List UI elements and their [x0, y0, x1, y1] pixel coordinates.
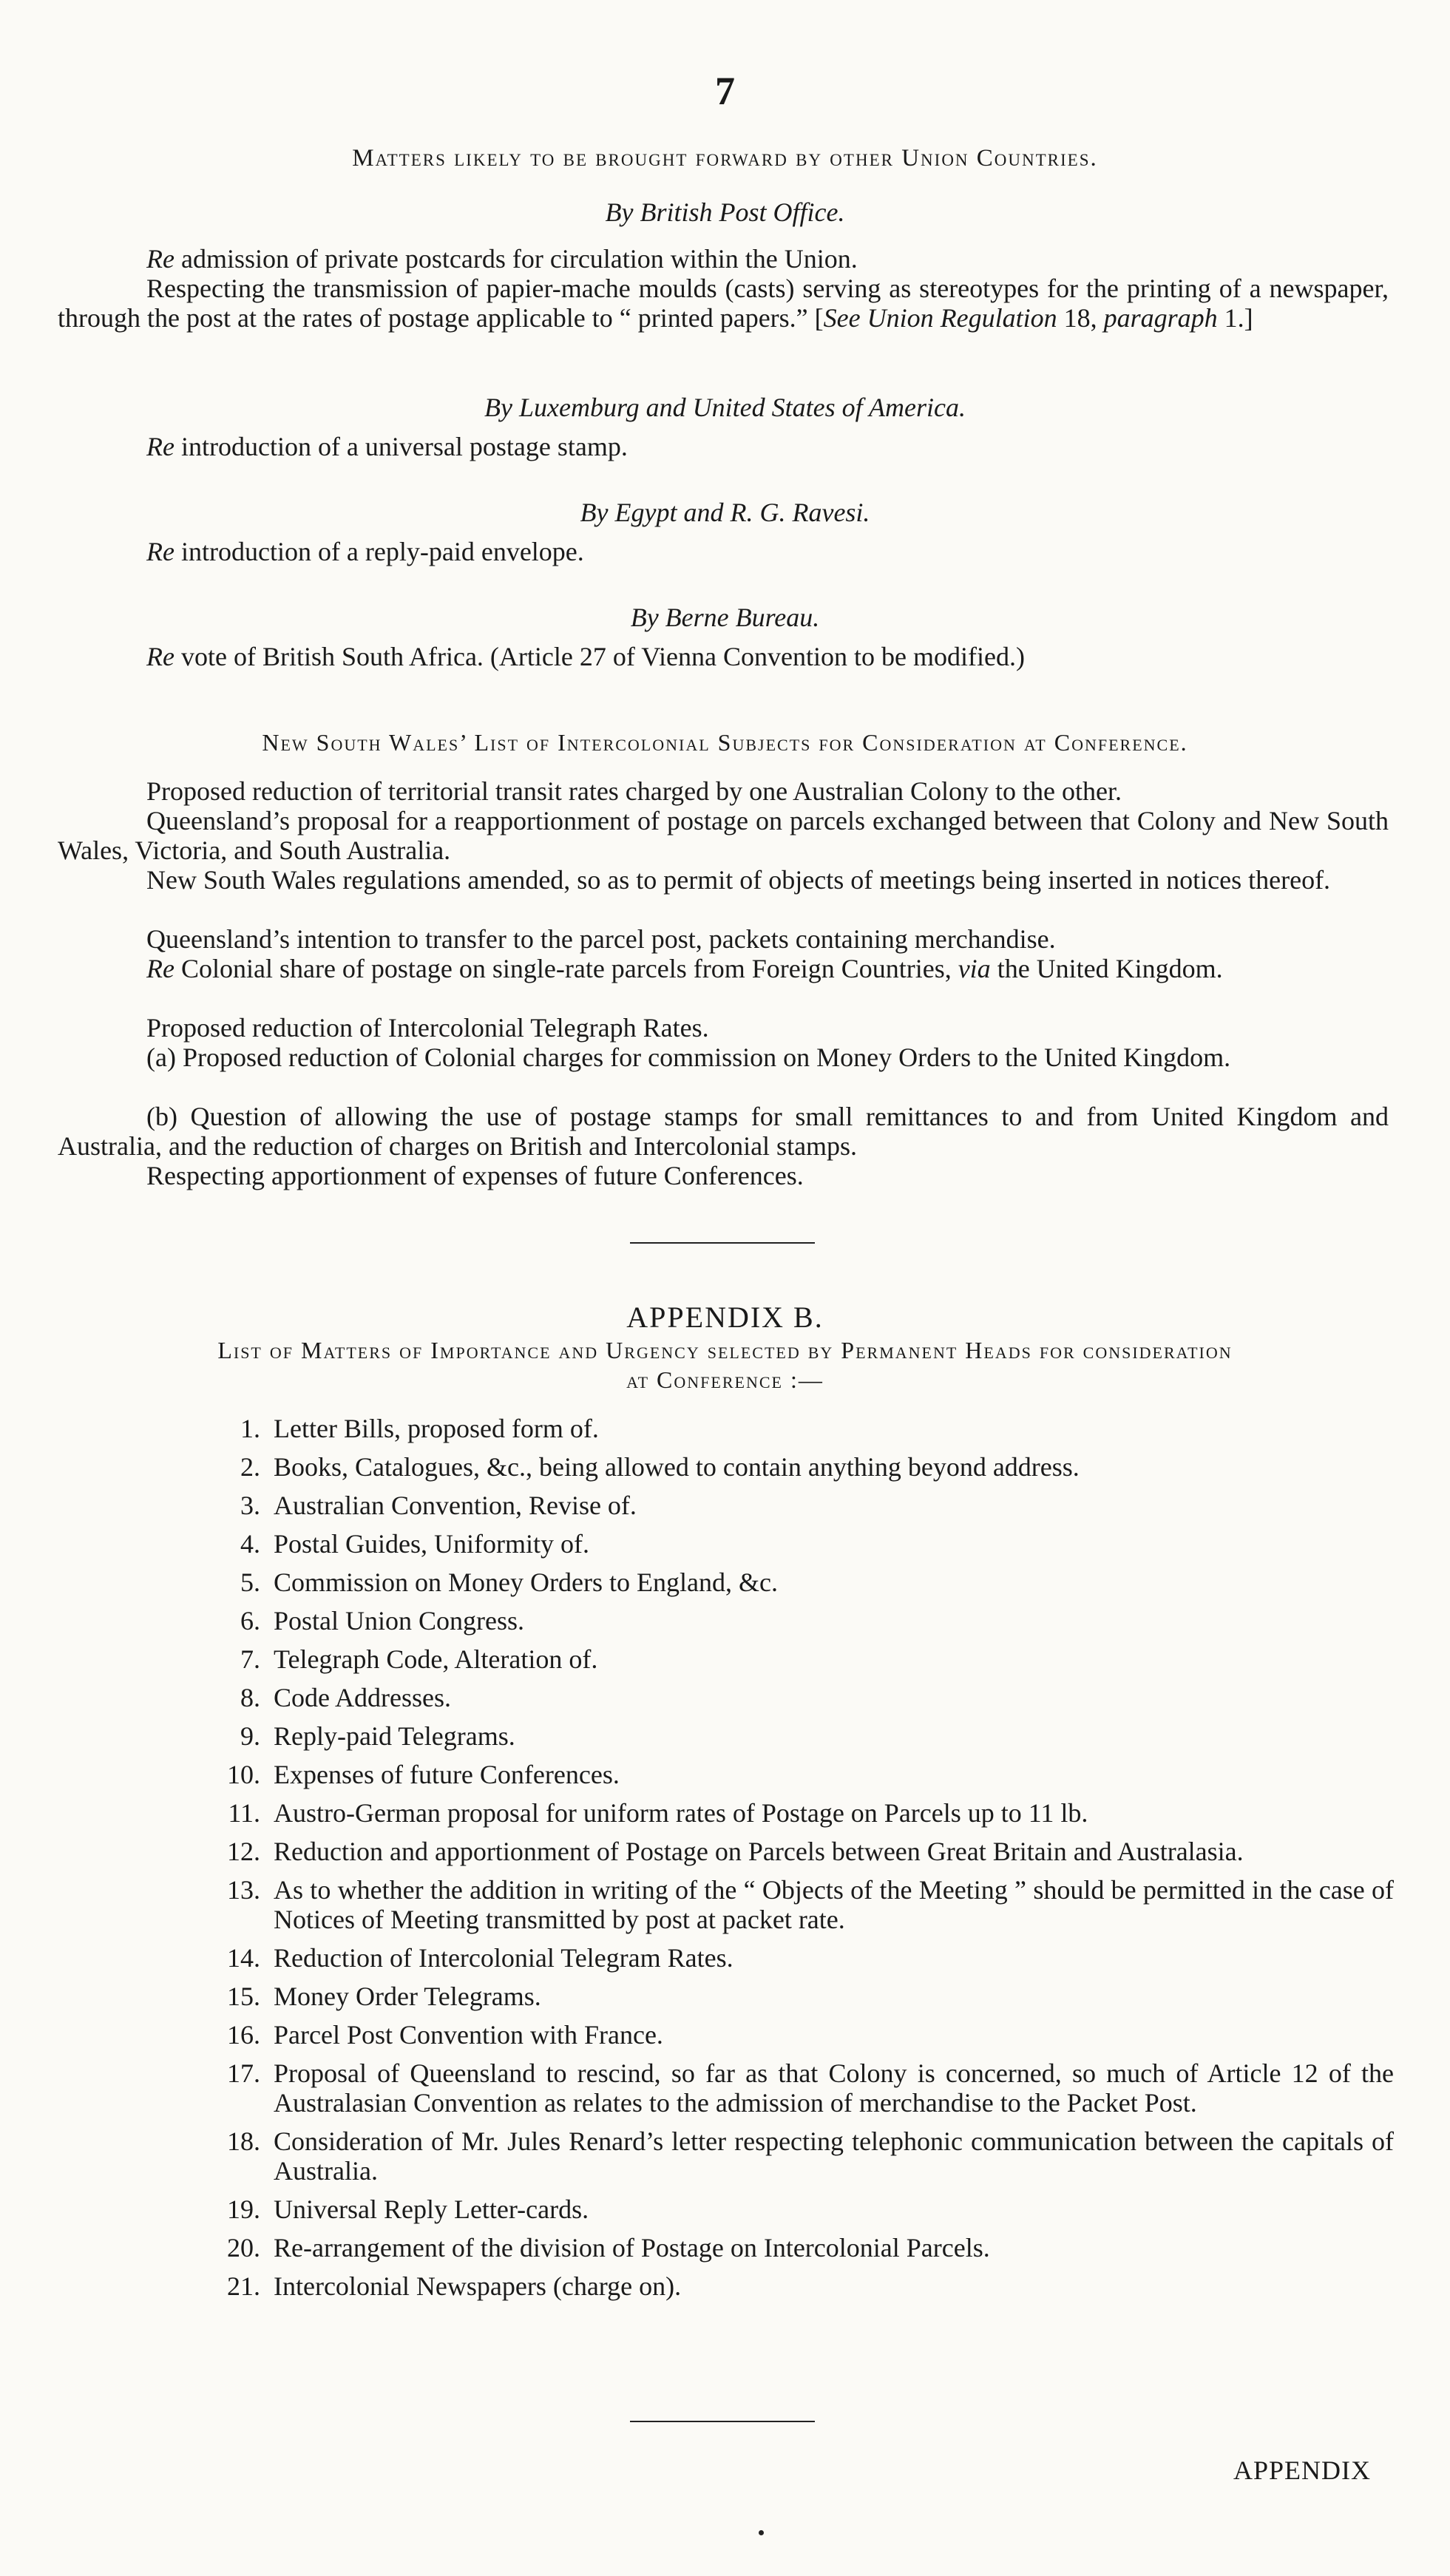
- byline-british-post-office: By British Post Office.: [605, 197, 845, 227]
- paragraph-text: vote of British South Africa. (Article 27 of Vienna Convention to be modified.): [174, 642, 1025, 671]
- list-item-number: 3.: [240, 1491, 260, 1520]
- section-divider: [630, 1242, 815, 1244]
- list-item-number: 19.: [227, 2194, 260, 2224]
- paragraph-text: Proposed reduction of Colonial charges for commission on Money Orders to the United Kingdom.: [175, 1043, 1231, 1072]
- list-item: [214, 1606, 1394, 1636]
- paragraph: Queensland’s intention to transfer to the parcel post, packets containing merchandise.: [146, 924, 1056, 954]
- paragraph: [58, 537, 1389, 566]
- appendix-heading: [0, 1335, 1450, 1394]
- list-item-number: 11.: [228, 1798, 260, 1828]
- list-item: [214, 1644, 1394, 1674]
- item-label: (b): [146, 1102, 177, 1131]
- list-item: [214, 1760, 1394, 1789]
- list-item-text: Books, Catalogues, &c., being allowed to contain anything beyond address.: [274, 1452, 1080, 1482]
- list-item-text: As to whether the addition in writing of the “ Objects of the Meeting ” should be permitted in the case of Notices of Meeting transmitted by post at packet rate.: [274, 1875, 1394, 1934]
- appendix-title: APPENDIX B.: [626, 1301, 824, 1334]
- list-item: [214, 1529, 1394, 1559]
- list-item-text: Universal Reply Letter-cards.: [274, 2194, 589, 2224]
- list-item-text: Money Order Telegrams.: [274, 1982, 541, 2011]
- list-item-number: 5.: [240, 1567, 260, 1597]
- list-item-number: 16.: [227, 2020, 260, 2050]
- list-item: [214, 2126, 1394, 2186]
- list-item-text: Reply-paid Telegrams.: [274, 1721, 515, 1751]
- list-item: [214, 1875, 1394, 1934]
- list-item: [214, 1721, 1394, 1751]
- list-item-number: 13.: [227, 1875, 260, 1905]
- paragraph-text: Respecting the transmission of papier-mache moulds (casts) serving as stereotypes for the printing of a newspaper, through the post at the rates of postage applicable to “ printed papers.” [: [58, 274, 1389, 333]
- page-number: 7: [715, 69, 735, 113]
- list-item-text: Re-arrangement of the division of Postage on Intercolonial Parcels.: [274, 2233, 990, 2263]
- list-item: [214, 1837, 1394, 1866]
- list-item-number: 4.: [240, 1529, 260, 1559]
- section-divider: [630, 2421, 815, 2422]
- list-item-text: Reduction of Intercolonial Telegram Rates.: [274, 1943, 734, 1973]
- list-item-text: Letter Bills, proposed form of.: [274, 1414, 599, 1443]
- list-item: [214, 1943, 1394, 1973]
- list-item-text: Australian Convention, Revise of.: [274, 1491, 637, 1520]
- list-item-text: Expenses of future Conferences.: [274, 1760, 620, 1789]
- paragraph-text: admission of private postcards for circulation within the Union.: [174, 244, 858, 274]
- list-item-number: 20.: [227, 2233, 260, 2263]
- list-item-number: 7.: [240, 1644, 260, 1674]
- list-item: [214, 2058, 1394, 2118]
- list-item-text: Austro-German proposal for uniform rates of Postage on Parcels up to 11 lb.: [274, 1798, 1088, 1828]
- list-item: [214, 1982, 1394, 2011]
- paragraph: Proposed reduction of territorial transit rates charged by one Australian Colony to the other.: [146, 776, 1122, 806]
- list-item-text: Intercolonial Newspapers (charge on).: [274, 2271, 682, 2301]
- paragraph-text: 1.]: [1217, 303, 1253, 333]
- reference-italic: See Union Regulation: [823, 303, 1057, 333]
- list-item-text: Code Addresses.: [274, 1683, 451, 1712]
- list-item-number: 12.: [227, 1837, 260, 1866]
- byline-luxemburg-usa: By Luxemburg and United States of America.: [484, 393, 966, 422]
- paragraph-text: the United Kingdom.: [990, 954, 1223, 983]
- paragraph: [58, 642, 1389, 671]
- list-item: [214, 2233, 1394, 2263]
- appendix-list: [214, 1414, 1394, 2310]
- list-item-number: 2.: [240, 1452, 260, 1482]
- list-item-number: 18.: [227, 2126, 260, 2156]
- catchword: APPENDIX: [1233, 2455, 1371, 2485]
- list-item: [214, 1491, 1394, 1520]
- paragraph: [58, 432, 1389, 461]
- paragraph: [58, 244, 1389, 274]
- paragraph: [58, 954, 1389, 983]
- paragraph-text: introduction of a universal postage stamp.: [174, 432, 628, 461]
- re-label: Re: [146, 954, 175, 983]
- list-item: [214, 1414, 1394, 1443]
- paragraph: New South Wales regulations amended, so as to permit of objects of meetings being inserted in notices thereof.: [146, 865, 1331, 895]
- list-item-number: 17.: [227, 2058, 260, 2088]
- list-item: [214, 2020, 1394, 2050]
- paragraph-text: 18,: [1057, 303, 1104, 333]
- re-label: Re: [146, 244, 175, 274]
- page-mark: [759, 2530, 764, 2535]
- list-item: [214, 2194, 1394, 2224]
- list-item-text: Commission on Money Orders to England, &c.: [274, 1567, 778, 1597]
- list-item-text: Parcel Post Convention with France.: [274, 2020, 663, 2050]
- list-item-number: 8.: [240, 1683, 260, 1712]
- paragraph-text: introduction of a reply-paid envelope.: [174, 537, 584, 566]
- list-item-text: Proposal of Queensland to rescind, so far as that Colony is concerned, so much of Article 12 of the Australasian Convention as relates to the admission of merchandise to the Packet Post.: [274, 2058, 1394, 2118]
- list-item: [214, 1567, 1394, 1597]
- paragraph-text: Colonial share of postage on single-rate parcels from Foreign Countries,: [174, 954, 958, 983]
- list-item-number: 21.: [227, 2271, 260, 2301]
- paragraph: Queensland’s proposal for a reapportionment of postage on parcels exchanged between that Colony and New South Wales, Victoria, and South Australia.: [58, 806, 1389, 865]
- paragraph: [58, 1043, 1389, 1072]
- byline-berne-bureau: By Berne Bureau.: [630, 603, 820, 632]
- list-item: [214, 2271, 1394, 2301]
- list-item-text: Reduction and apportionment of Postage on Parcels between Great Britain and Australasia.: [274, 1837, 1244, 1866]
- paragraph-text: Question of allowing the use of postage stamps for small remittances to and from United Kingdom and Australia, and the reduction of charges on British and Intercolonial stamps.: [58, 1102, 1389, 1161]
- section-heading-nsw-list: New South Wales’ List of Intercolonial Subjects for Consideration at Conference.: [262, 729, 1188, 756]
- appendix-heading-line: at Conference :—: [626, 1366, 824, 1393]
- reference-italic: paragraph: [1103, 303, 1218, 333]
- re-label: Re: [146, 432, 175, 461]
- section-heading-union-countries: Matters likely to be brought forward by other Union Countries.: [352, 145, 1098, 172]
- re-label: Re: [146, 537, 175, 566]
- list-item-number: 10.: [227, 1760, 260, 1789]
- list-item-number: 6.: [240, 1606, 260, 1636]
- list-item-number: 15.: [227, 1982, 260, 2011]
- list-item-text: Telegraph Code, Alteration of.: [274, 1644, 598, 1674]
- paragraph: [58, 1102, 1389, 1161]
- list-item-number: 14.: [227, 1943, 260, 1973]
- paragraph: [58, 274, 1389, 333]
- appendix-heading-line: List of Matters of Importance and Urgency selected by Permanent Heads for consideration: [217, 1337, 1233, 1363]
- item-label: (a): [146, 1043, 176, 1072]
- list-item-number: 1.: [240, 1414, 260, 1443]
- list-item: [214, 1683, 1394, 1712]
- via-italic: via: [958, 954, 991, 983]
- re-label: Re: [146, 642, 175, 671]
- list-item: [214, 1452, 1394, 1482]
- list-item-text: Consideration of Mr. Jules Renard’s letter respecting telephonic communication between the capitals of Australia.: [274, 2126, 1394, 2186]
- paragraph: Respecting apportionment of expenses of future Conferences.: [146, 1161, 804, 1190]
- list-item-text: Postal Union Congress.: [274, 1606, 525, 1636]
- list-item-number: 9.: [240, 1721, 260, 1751]
- paragraph: Proposed reduction of Intercolonial Telegraph Rates.: [146, 1013, 709, 1043]
- list-item-text: Postal Guides, Uniformity of.: [274, 1529, 589, 1559]
- list-item: [214, 1798, 1394, 1828]
- byline-egypt-ravesi: By Egypt and R. G. Ravesi.: [580, 498, 870, 527]
